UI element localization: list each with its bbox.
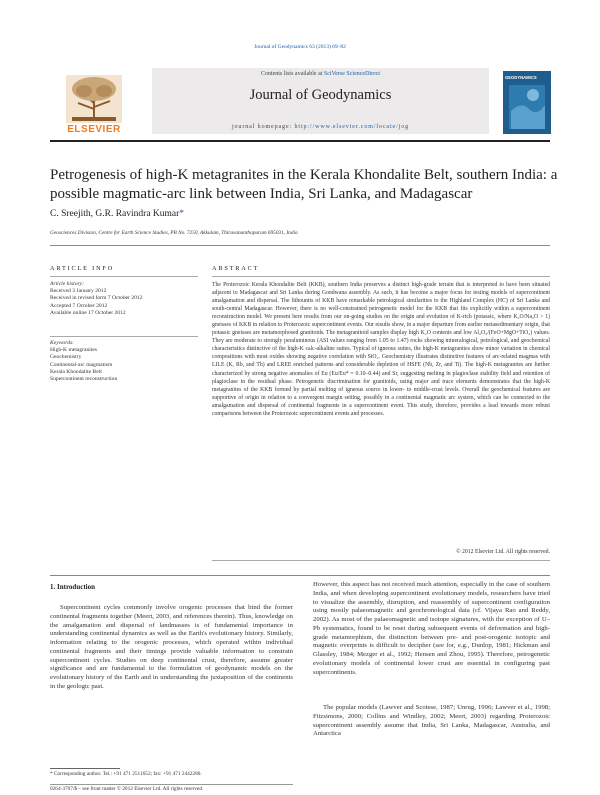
keyword: Kerala Khondalite Belt bbox=[50, 368, 102, 375]
issn-line: 0264-3707/$ – see front matter © 2012 Elsevier Ltd. All rights reserved. bbox=[50, 786, 204, 792]
keywords-label: Keywords: bbox=[50, 340, 75, 346]
history-label: Article history: bbox=[50, 281, 85, 287]
keyword: Continental-arc magmatism bbox=[50, 361, 113, 368]
journal-cover-thumbnail bbox=[503, 71, 551, 134]
corresponding-author-note: * Corresponding author. Tel.: +91 471 2511652; fax: +91 471 2442280. bbox=[50, 771, 202, 777]
sciencedirect-link[interactable]: SciVerse ScienceDirect bbox=[323, 71, 381, 77]
history-item: Available online 17 October 2012 bbox=[50, 309, 126, 316]
abstract-end-rule bbox=[212, 560, 550, 561]
intro-paragraph-3: The popular models (Lawver and Scotese, 1987; Unrug, 1996; Lawver et al., 1998; Fitzsimons, 2000; Collins and Windley, 2002; Meert, 2003) regarding Proterozoic supercontinent assembly assume that India, Sri Lanka, Madagascar, Australia, and Antarctica bbox=[313, 704, 550, 738]
corresponding-author-mark[interactable]: * bbox=[179, 209, 185, 219]
header-rule bbox=[50, 140, 550, 142]
keywords bbox=[50, 340, 200, 383]
abstract-heading: ABSTRACT bbox=[212, 265, 260, 272]
authors: C. Sreejith, G.R. Ravindra Kumar bbox=[50, 209, 180, 219]
article-info-heading: ARTICLE INFO bbox=[50, 265, 115, 272]
journal-homepage-line bbox=[152, 124, 489, 130]
affiliation: Geosciences Division, Centre for Earth Science Studies, PB No. 7250, Akkulam, Thiruvananthapuram 695031, India bbox=[50, 230, 298, 236]
article-history bbox=[50, 281, 200, 317]
contents-line bbox=[152, 71, 489, 77]
journal-title: Journal of Geodynamics bbox=[249, 87, 392, 103]
homepage-link[interactable]: http://www.elsevier.com/locate/jog bbox=[294, 124, 410, 130]
publisher-name: ELSEVIER bbox=[67, 124, 121, 135]
contents-prefix: Contents lists available at bbox=[260, 71, 324, 77]
homepage-prefix: journal homepage: bbox=[231, 124, 295, 130]
intro-paragraph-1: Supercontinent cycles commonly involve orogenic processes that bind the former continental fragments together (Meert, 2003, and references therein). Thus, knowledge on the amalgamation and dispersal of landmasses is of fundamental importance in understanding continental dynamics as well as the Earth's evolutionary history. Similarly, information relating to the orogenic processes, which operated within individual continental fragments and their timings provide valuable information to constrain supercontinent cycles. Studies on deep continental crust, therefore, assume greater significance and are fundamental to the formulation of geodynamic models on the evolutionary history of the Earth and in understanding the juxtaposition of the continents in the geologic past. bbox=[50, 604, 293, 690]
journal-reference[interactable]: Journal of Geodynamics 63 (2013) 69–82 bbox=[254, 44, 346, 50]
abstract-rule bbox=[212, 276, 550, 277]
paper-title: Petrogenesis of high-K metagranites in the Kerala Khondalite Belt, southern India: a possible magmatic-arc link between India, Sri Lanka, and Madagascar bbox=[50, 167, 558, 202]
history-item: Accepted 7 October 2012 bbox=[50, 302, 108, 309]
keyword: Geochemistry bbox=[50, 354, 82, 361]
introduction-heading: 1. Introduction bbox=[50, 583, 95, 591]
cover-title: GEODYNAMICS bbox=[505, 75, 537, 80]
author-line bbox=[50, 209, 184, 219]
copyright: © 2012 Elsevier Ltd. All rights reserved. bbox=[456, 549, 550, 555]
abstract-text: The Proterozoic Kerala Khondalite Belt (KKB), southern India preserves a distinct high-grade terrain that is interpreted to have been situated adjacent to Madagascar and Sri Lanka during Gondwana assembly. As such, it has become a major focus for testing models of supercontinent amalgamation and dispersal. The lithounits of KKB have remarkable petrological similarities to the Highland Complex (HC) of Sri Lanka and south-central Madagascar. However, there is no well-constrained petrogenetic model for the KKB that fits explicitly within a supercontinent reconstruction model. We present here results from our on-going studies on the origin and evolution of K-rich (potassic, where K₂O/Na₂O > 1) gneisses of KKB in relation to Proterozoic supercontinent events. Our results show, in a major departure from earlier metasedimentary origin, that potassic gneisses are metamorphosed granitoids. The metagranitoid samples display high K₂O contents and low Al₂O₃/(FeO+MgO+TiO₂) values. They are moderate to strongly peraluminous (ASI values ranging from 1.05 to 1.47) rocks showing mineralogical, petrological, and geochemical characteristics distinctive of the high-K calc-alkaline suites. Typical of igneous suites, the high-K metagranites show minor variation in chemical compositions with most oxides showing negative correlation with SiO₂. Geochemistry illustrates distinctive features of arc-related magmas with LILE (K, Rb, and Th) and LREE enriched patterns and considerable depletion of HSFE (Nb, Zr, and Ti). The high-K metagranites are further characterized by strong negative anomalies of Eu (Eu/Eu* = 0.10–0.44) and Sr, suggesting melting in plagioclase stability field and retention of plagioclase in the residual phase. Petrogenetic discrimination for granitoids, using major and trace elements demonstrates that the high-K metagranites of the KKB formed by partial melting of igneous source in lower- to middle-crust levels. Overall the geochemical features are supportive of origin in relation to a convergent margin setting, possibly in a continental magmatic arc system, which can be connected to the amalgamation and dispersal of continental fragments in a supercontinent event. This study, therefore, provides a lead towards more robust comparisons between the Proterozoic supercontinent events and processes. bbox=[212, 282, 550, 417]
footnote-rule bbox=[50, 768, 120, 769]
history-item: Received 3 January 2012 bbox=[50, 288, 107, 295]
keyword: Supercontinent reconstruction bbox=[50, 376, 118, 383]
article-info-rule bbox=[50, 276, 198, 277]
body-rule bbox=[50, 575, 550, 576]
keywords-rule bbox=[50, 336, 198, 337]
section-rule bbox=[50, 245, 550, 246]
article-meta bbox=[50, 786, 293, 793]
history-item: Received in revised form 7 October 2012 bbox=[50, 295, 143, 302]
keyword: High-K metagranites bbox=[50, 347, 98, 354]
meta-rule bbox=[50, 784, 293, 785]
intro-paragraph-2: However, this aspect has not received much attention, especially in the case of southern India, and when developing supercontinent evolutionary models, researchers have tried to visualize the assembly, disruption, and reassembly of supercontinent configuration using mostly palaeomagnetic and geochronological data (cf. Vijaya Rao and Reddy, 2002). As most of the palaeomagnetic and isotope signatures, with the exception of U–Pb systematics, found to be reset during subsequent events of deformation and high-grade metamorphism, the distinction between pre- and post-orogenic isotopic and magnetic overprints is difficult to decipher (see for, e.g., Dunlop, 1981; Hickman and Glassley, 1984; Mezger et al., 1992; Hensen and Zhou, 1995). Therefore, petrogenetic evolutionary models of continental lower crust are essential in configuring past supercontinents. bbox=[313, 581, 550, 676]
footnote bbox=[50, 771, 293, 778]
